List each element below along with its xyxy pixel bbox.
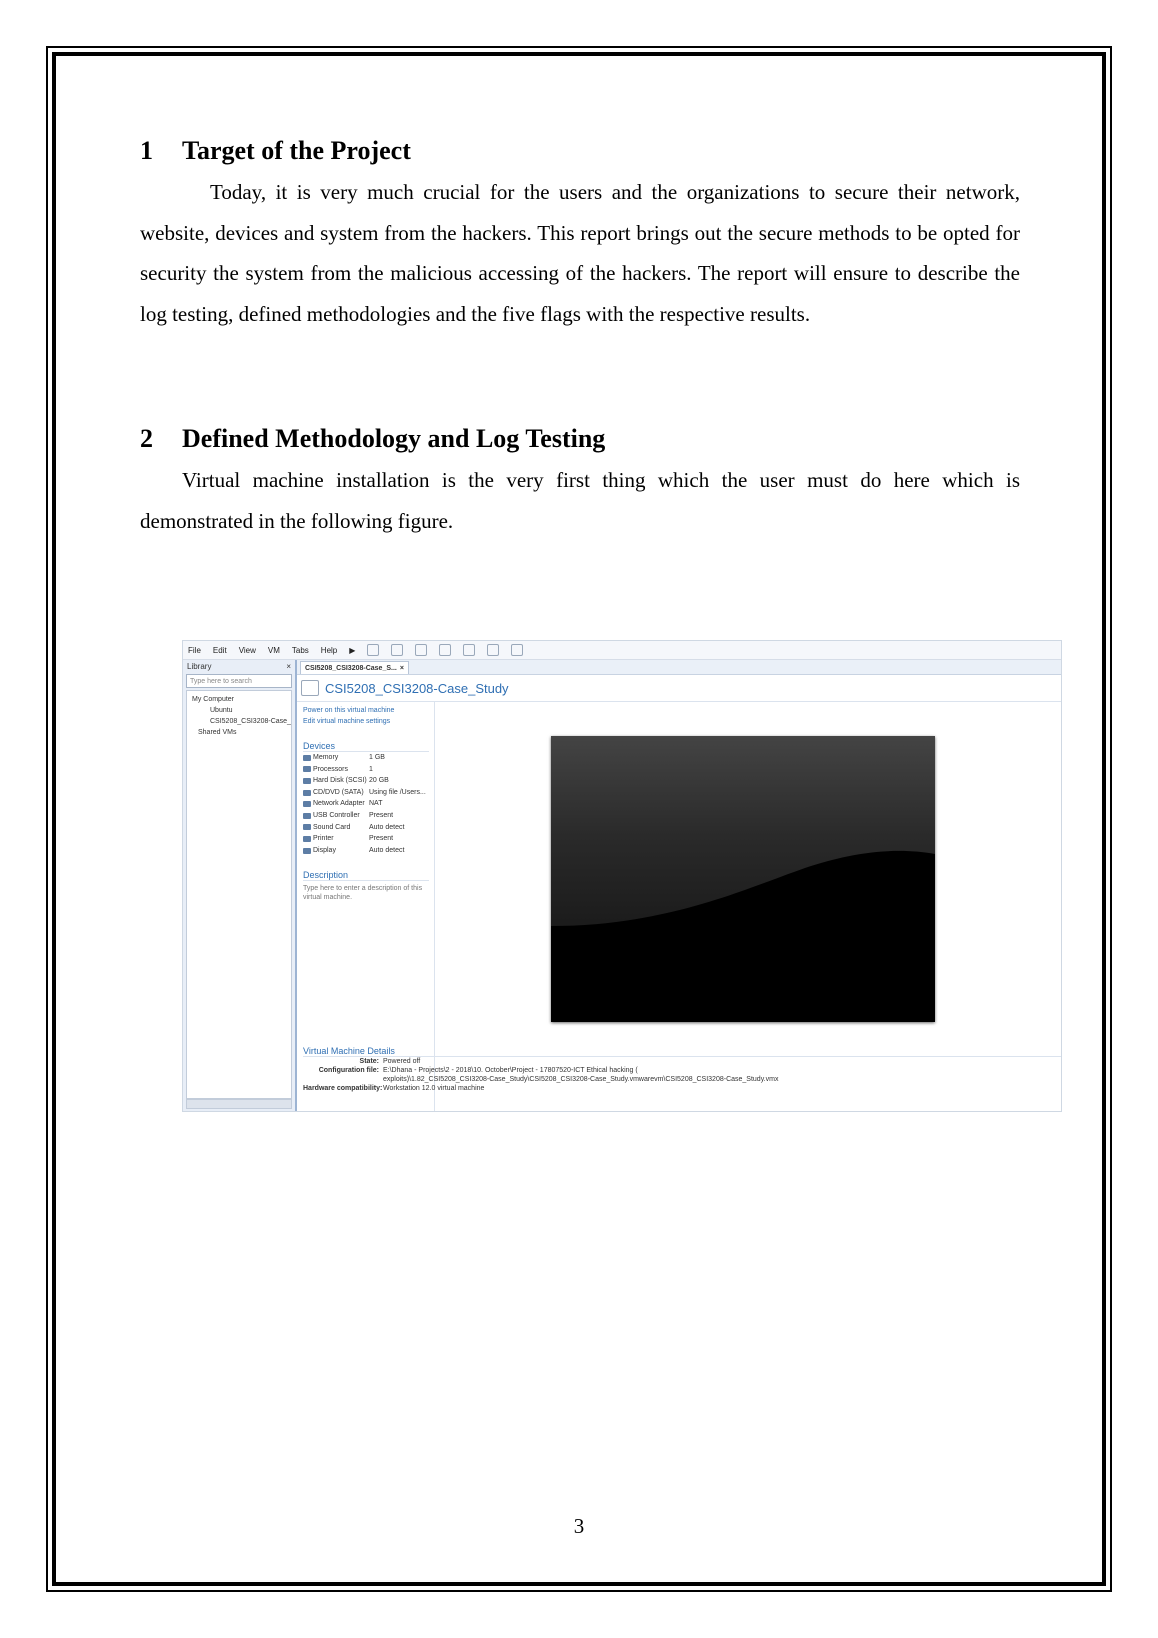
tree-item: CSI5208_CSI3208-Case_ (210, 718, 291, 725)
library-view-icon (439, 644, 451, 656)
play-icon: ▶ (349, 645, 356, 655)
device-row (303, 810, 434, 822)
memory-icon (303, 755, 311, 761)
device-value: 20 GB (369, 777, 389, 785)
library-search-input: Type here to search (186, 674, 292, 688)
vm-tab-label: CSI5208_CSI3208-Case_S... (305, 664, 397, 672)
device-value: Auto detect (369, 823, 405, 831)
device-name: CD/DVD (SATA) (313, 788, 364, 796)
power-on-link: Power on this virtual machine (303, 707, 395, 714)
library-scrollbar (186, 1099, 292, 1109)
menu-help: Help (320, 645, 338, 655)
processor-icon (303, 766, 311, 772)
section-target (140, 134, 1020, 334)
hard-disk-icon (303, 778, 311, 784)
vm-title-bar (297, 675, 1061, 702)
device-row (303, 775, 434, 787)
vm-tab (300, 661, 409, 674)
section-title: Target of the Project (182, 136, 411, 165)
library-header (183, 660, 295, 673)
section-title: Defined Methodology and Log Testing (182, 424, 606, 453)
section-methodology (140, 422, 1020, 541)
vm-details-header: Virtual Machine Details (303, 1046, 1061, 1057)
device-row (303, 798, 434, 810)
device-row (303, 764, 434, 776)
tree-item: Shared VMs (198, 729, 237, 736)
printer-icon (303, 836, 311, 842)
device-name: Sound Card (313, 823, 351, 831)
device-value: NAT (369, 800, 383, 808)
tab-close-icon: × (399, 664, 404, 672)
tree-item: My Computer (192, 696, 235, 703)
device-value: Auto detect (369, 846, 405, 854)
tab-bar (297, 660, 1061, 675)
window-panes (183, 660, 1061, 1111)
detail-key: Hardware compatibility: (303, 1085, 383, 1092)
detail-row (303, 1057, 1061, 1066)
device-row (303, 822, 434, 834)
detail-value: exploits)\1.82_CSI5208_CSI3208-Case_Study\CSI5208_CSI3208-Case_Study.vmwarevm\CSI5208_CSI3208-Case_Study.vmx (383, 1076, 779, 1083)
detail-key (303, 1075, 383, 1084)
device-row (303, 752, 434, 764)
device-value: Using file /Users... (369, 788, 426, 796)
vm-preview-thumbnail (551, 736, 935, 1022)
device-name: Memory (313, 754, 339, 761)
revert-icon (391, 644, 403, 656)
menu-edit: Edit (212, 645, 227, 655)
device-value: Present (369, 835, 394, 843)
device-row (303, 833, 434, 845)
device-row (303, 787, 434, 799)
section-heading (140, 422, 1020, 456)
menu-tabs: Tabs (291, 645, 309, 655)
detail-value: E:\Dhana - Projects\2 - 2018\10. October\Project - 17807520-ICT Ethical hacking ( (383, 1067, 638, 1074)
device-name: USB Controller (313, 811, 360, 819)
manage-snapshots-icon (415, 644, 427, 656)
vm-details-panel (303, 1046, 1061, 1093)
device-name: Processors (313, 765, 349, 773)
device-row (303, 845, 434, 857)
preview-wave (551, 736, 935, 1022)
library-tree (186, 690, 292, 1099)
edit-settings-link: Edit virtual machine settings (303, 718, 391, 725)
detail-row (303, 1075, 1061, 1084)
library-close-icon: × (286, 662, 291, 671)
detail-row (303, 1084, 1061, 1093)
tree-item: Ubuntu (210, 707, 233, 714)
device-value: Present (369, 811, 394, 819)
document-body (140, 134, 1020, 541)
vm-main-pane (297, 660, 1061, 1111)
vmware-screenshot-figure (182, 640, 1062, 1112)
vm-title: CSI5208_CSI3208-Case_Study (325, 680, 509, 696)
device-name: Printer (313, 835, 334, 843)
section-paragraph: Virtual machine installation is the very first thing which the user must do here which is demonstrated in the following figure. (140, 468, 1020, 533)
library-title: Library (187, 662, 212, 671)
description-header: Description (303, 870, 429, 881)
section-paragraph: Today, it is very much crucial for the users and the organizations to secure their network, website, devices and system from the hackers. This report brings out the secure methods to be opted for security the system from the malicious accessing of the hackers. The report will ensure to describe the log testing, defined methodologies and the five flags with the respective results. (140, 180, 1020, 326)
page-number: 3 (573, 1514, 585, 1538)
detail-row (303, 1066, 1061, 1075)
display-icon (303, 848, 311, 854)
section-number: 1 (140, 136, 153, 165)
snapshot-icon (367, 644, 379, 656)
devices-header: Devices (303, 741, 429, 752)
library-pane (183, 660, 297, 1111)
detail-value: Workstation 12.0 virtual machine (383, 1085, 485, 1092)
device-name: Network Adapter (313, 800, 365, 808)
detail-key: State: (359, 1058, 379, 1065)
console-view-icon (463, 644, 475, 656)
device-value: 1 GB (369, 754, 385, 761)
detail-value: Powered off (383, 1058, 421, 1065)
sound-card-icon (303, 824, 311, 830)
menu-vm: VM (267, 645, 280, 655)
menu-view: View (238, 645, 256, 655)
section-heading (140, 134, 1020, 168)
unity-icon (511, 644, 523, 656)
device-name: Display (313, 846, 336, 854)
detail-key: Configuration file: (318, 1067, 379, 1074)
section-number: 2 (140, 424, 153, 453)
vm-icon (301, 680, 319, 696)
fullscreen-icon (487, 644, 499, 656)
device-name: Hard Disk (SCSI) (313, 777, 367, 785)
network-adapter-icon (303, 801, 311, 807)
cd-dvd-icon (303, 790, 311, 796)
menu-bar (183, 641, 1061, 660)
usb-icon (303, 813, 311, 819)
menu-file: File (188, 645, 201, 655)
device-value: 1 (369, 765, 373, 773)
description-placeholder: Type here to enter a description of this virtual machine. (303, 885, 423, 902)
